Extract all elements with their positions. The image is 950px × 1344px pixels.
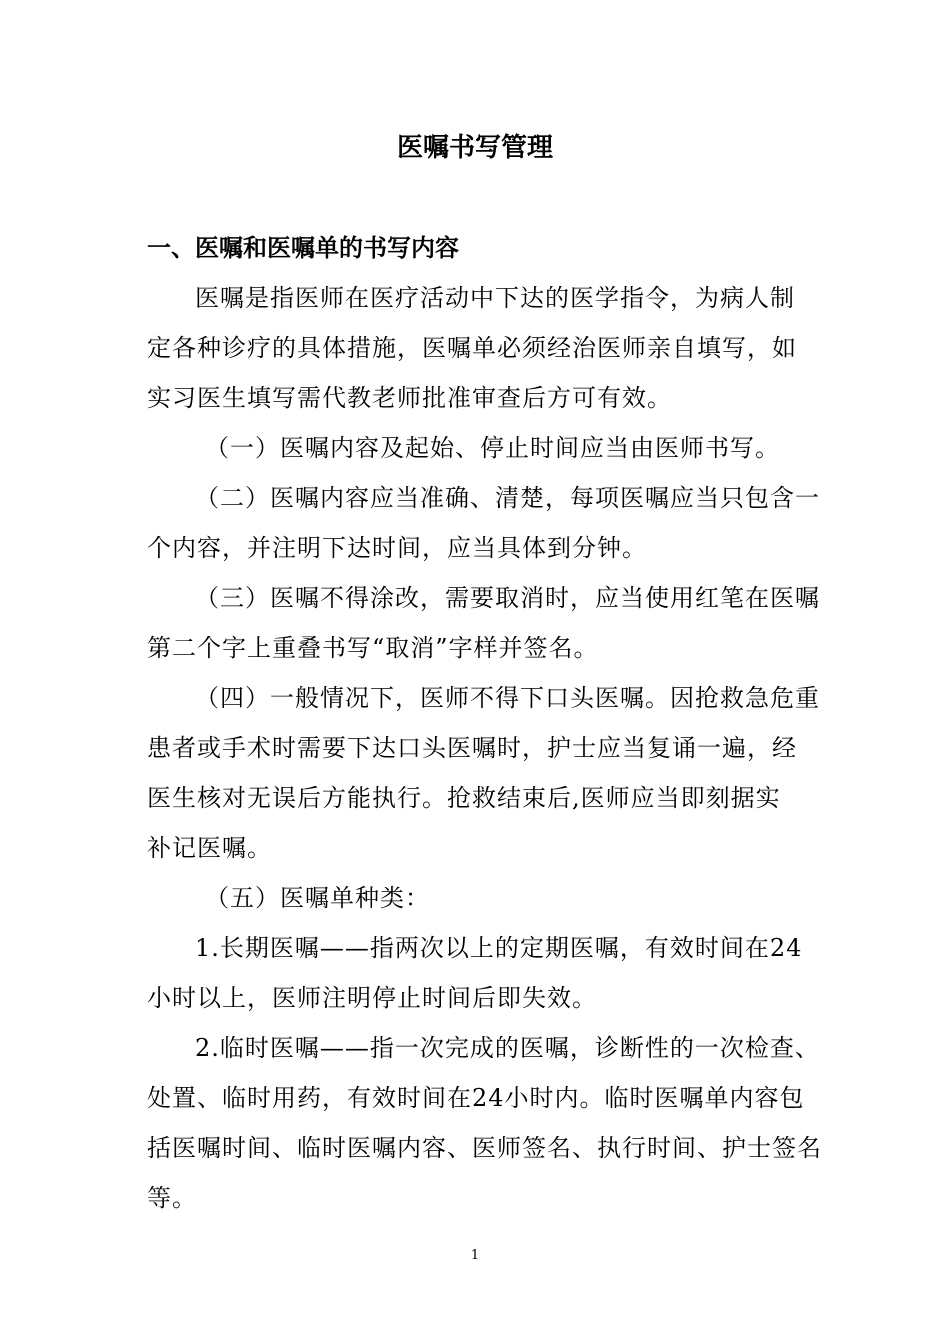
paragraph-line: 第二个字上重叠书写“取消”字样并签名。	[147, 634, 599, 662]
paragraph-line: （五）医嘱单种类：	[205, 884, 430, 912]
paragraph-line: （一）医嘱内容及起始、停止时间应当由医师书写。	[205, 434, 780, 462]
paragraph-line: 等。	[147, 1184, 197, 1212]
paragraph-line: （三）医嘱不得涂改，需要取消时，应当使用红笔在医嘱	[195, 584, 820, 612]
paragraph-line: 个内容，并注明下达时间，应当具体到分钟。	[147, 534, 647, 562]
paragraph-line: （二）医嘱内容应当准确、清楚，每项医嘱应当只包含一	[195, 484, 820, 512]
paragraph-line: 补记医嘱。	[147, 834, 272, 862]
paragraph-line: 小时以上，医师注明停止时间后即失效。	[147, 984, 597, 1012]
section-heading: 一、医嘱和医嘱单的书写内容	[147, 234, 459, 262]
document-title: 医嘱书写管理	[396, 133, 553, 163]
paragraph-line: 患者或手术时需要下达口头医嘱时，护士应当复诵一遍，经	[147, 734, 797, 762]
paragraph-line: 医生核对无误后方能执行。抢救结束后,医师应当即刻据实	[147, 784, 781, 812]
paragraph-line: 1.长期医嘱——指两次以上的定期医嘱，有效时间在24	[195, 934, 803, 962]
paragraph-line: 实习医生填写需代教老师批准审查后方可有效。	[147, 384, 672, 412]
paragraph-line: 处置、临时用药，有效时间在24小时内。临时医嘱单内容包	[147, 1084, 805, 1112]
paragraph-line: （四）一般情况下，医师不得下口头医嘱。因抢救急危重	[195, 684, 820, 712]
paragraph-line: 2.临时医嘱——指一次完成的医嘱，诊断性的一次检查、	[195, 1034, 820, 1062]
paragraph-line: 括医嘱时间、临时医嘱内容、医师签名、执行时间、护士签名	[147, 1134, 822, 1162]
paragraph-line: 医嘱是指医师在医疗活动中下达的医学指令，为病人制	[195, 284, 795, 312]
page-number: 1	[470, 1248, 480, 1263]
paragraph-line: 定各种诊疗的具体措施，医嘱单必须经治医师亲自填写，如	[147, 334, 797, 362]
